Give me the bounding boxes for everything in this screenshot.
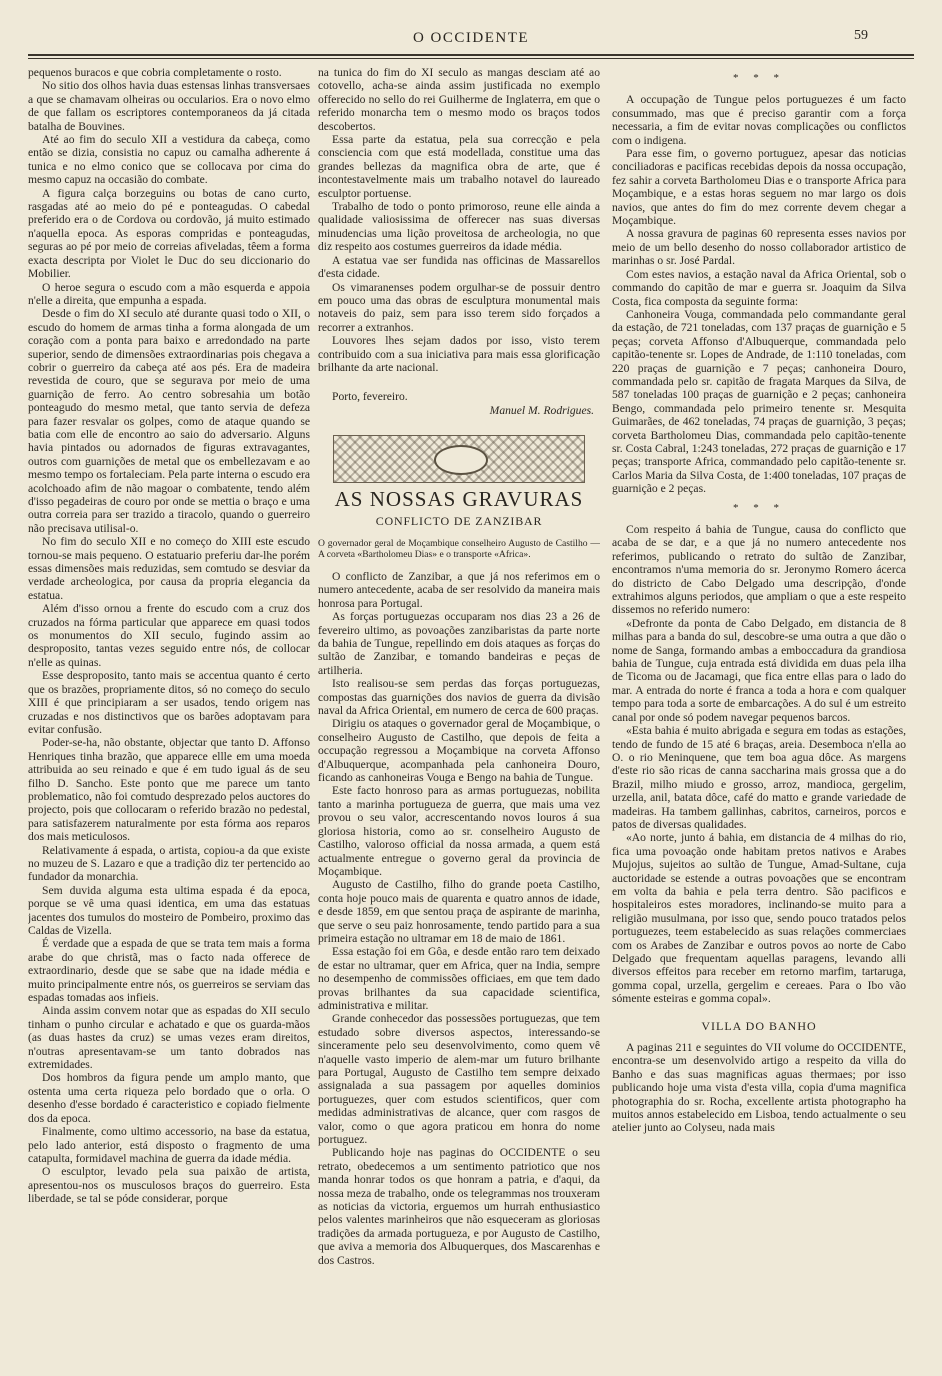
paragraph: Grande conhecedor das possessões portuguezas, que tem estudado sobre diversos aspectos, interessando-se sinceramente pelo seu desenvolvimento, como quem vê n'aquelle vasto imperio de alem-mar um futuro brilhante para Portugal, Augusto de Castilho tem sempre deixado assignalada a sua passagem por aquelles dominios portuguezes, quer com estudos scientificos, quer com medidas administrativas de alcance, quer com rasgos de valor, como o que agora praticou em honra do nome portuguez.	[318, 1012, 600, 1147]
paragraph: O esculptor, levado pela sua paixão de artista, apresentou-nos os musculosos braços do guerreiro. Esta liberdade, se tal se póde considerar, porque	[28, 1165, 310, 1206]
paragraph: Com respeito á bahia de Tungue, causa do conflicto que acaba de se dar, e a que já no numero antecedente nos referimos, publicando o retrato do sultão de Zanzibar, encontramos n'uma memoria do sr. Jeronymo Romero ácerca do districto de Cabo Delgado uma descripção, d'onde extrahimos alguns periodos, que ampliam o que a este respeito dissemos no referido numero:	[612, 523, 906, 617]
paragraph: A paginas 211 e seguintes do VII volume do OCCIDENTE, encontra-se um desenvolvido artigo a respeito da villa do Banho e das suas magnificas aguas thermaes; por isso publicando hoje uma vista d'esta villa, copia d'uma magnifica photographia do sr. Rocha, excellente artista photographo ha muitos annos estabelecido em Lisboa, tendo actualmente o seu atelier junto ao Colyseu, nada mais	[612, 1041, 906, 1135]
paragraph: Essa estação foi em Gôa, e desde então raro tem deixado de estar no ultramar, quer em Africa, quer na India, sempre no desempenho de commissões officiaes, em que tem dado provas brilhantes da sua capacidade scientifica, administrativa e militar.	[318, 945, 600, 1012]
paragraph: Dirigiu os ataques o governador geral de Moçambique, o conselheiro Augusto de Castilho, que depois de feita a occupação regressou a Moçambique na corveta Affonso d'Albuquerque, acompanhada pela canhoneira Douro, ficando as canhoneiras Vouga e Bengo na bahia de Tungue.	[318, 717, 600, 785]
column-1	[28, 66, 310, 1356]
decorative-ornament	[333, 435, 585, 483]
paragraph: Louvores lhes sejam dados por isso, visto terem contribuido com a sua iniciativa para mais essa glorificação brilhante da arte nacional.	[318, 334, 600, 374]
paragraph: Poder-se-ha, não obstante, objectar que tanto D. Affonso Henriques tinha brazão, que apparece ellle em uma moeda attribuida ao seu reinado e que é em tudo igual ás de seu filho D. Sancho. Este ponto que me parece um tanto problematico, não foi comtudo desprezado pelos auctores do projecto, pois que collocaram o referido brazão no pedestal, para satisfazerem naturalmente por esta fórma aos reparos dos mais meticulosos.	[28, 736, 310, 844]
running-title: O OCCIDENTE	[412, 30, 530, 46]
paragraph: Para esse fim, o governo portuguez, apesar das noticias conciliadoras e pacificas recebidas depois da nossa occupação, fez sahir a corveta Bartholomeu Dias e o transporte Africa para Moçambique, e a estas horas seguem no mar largo os dois navios, que antes do fim do mez corrente devem chegar a Moçambique.	[612, 147, 906, 228]
paragraph: Essa parte da estatua, pela sua correcção e pela consciencia com que está modellada, constitue uma das grandes bellezas da magnifica obra de arte, que é incontestavelmente mais um trabalho notavel do laureado esculptor portuense.	[318, 133, 600, 200]
paragraph: «Esta bahia é muito abrigada e segura em todas as estações, tendo de fundo de 15 até 6 braças, areia. Desemboca n'ella ao O. o rio Meninquene, que tem boa agua dôce. As margens d'este rio são ricas de canna saccharina mais grossa que a do Brazil, milho miudo e grosso, arroz, mandioca, gergelim, urzella, anil, batata dôce, café do matto e grande variedade de madeiras. Ha tambem gallinhas, cabritos, carneiros, porcos e patos de diversas qualidades.	[612, 724, 906, 831]
paragraph: Dos hombros da figura pende um amplo manto, que ostenta uma certa riqueza pelo bordado que o orla. O desenho d'esse bordado é caracteristico e copiado fielmente dos da epoca.	[28, 1071, 310, 1125]
engraving-caption: O governador geral de Moçambique conselheiro Augusto de Castilho — A corveta «Bartholomeu Dias» e o transporte «Africa».	[318, 537, 600, 560]
paragraph: «Ao norte, junto á bahia, em distancia de 4 milhas do rio, fica uma povoação onde habitam pretos nativos e Arabes Mujojus, sujeitos ao sultão de Tungue, Amad-Sultane, cuja auctoridade se estende a outras povoações que se encontram em volta da bahia e pela terra dentro. São pacificos e hospitaleiros estes moradores, inclinando-se muito para a religião musulmana, por isso que, sendo pouco tratados pelos portuguezes, teem estabelecido as suas relações commerciaes com os Arabes de Zanzibar e outros povos ao norte de Cabo Delgado que frequentam aquellas paragens, levando alli diversos effeitos para receber em retorno marfim, tartaruga, gomma copal, urzella, gergelim e cereaes. Para o Ibo vão sómente esteiras e gomma copal».	[612, 831, 906, 1006]
column-3	[612, 66, 906, 1356]
paragraph: As forças portuguezas occuparam nos dias 23 a 26 de fevereiro ultimo, as povoações zanzibaristas da parte norte da bahia de Tungue, repellindo em dois ataques as forças do sultão de Zanzibar, e tomando bandeiras e peças de artilheria.	[318, 610, 600, 677]
paragraph: Esse desproposito, tanto mais se accentua quanto é certo que os brazões, propriamente ditos, só no começo do seculo XIII é que principiaram a ser usados, tendo origem nas cruzadas e nos distinctivos que os barões adoptavam para evitar confusão.	[28, 669, 310, 736]
page-number: 59	[854, 28, 868, 43]
paragraph: Canhoneira Vouga, commandada pelo commandante geral da estação, de 721 toneladas, com 137 praças de guarnição e 5 peças; corveta Affonso d'Albuquerque, commandada pelo capitão-tenente sr. Lopes de Andrade, de 1:110 toneladas, com 220 praças de guarnição e 7 peças; canhoneira Douro, commandada pelo sr. capitão de fragata Marques da Silva, de 587 toneladas 100 praças de guarnição e 2 peças; canhoneira Bengo, commandada pelo primeiro tenente sr. Mesquita Guimarães, de 462 toneladas, 74 praças de guarnição, 3 peças; corveta Bartholomeu Dias, commandada pelo capitão-tenente sr. Costa Cabral, 1:243 toneladas, 272 praças de guarnição e 17 peças; transporte Africa, commandado pelo capitão-tenente sr. Carlos Maria da Silva Costa, de 1:400 toneladas, 107 praças de guarnição e 2 peças.	[612, 307, 906, 496]
paragraph: Ainda assim convem notar que as espadas do XII seculo tinham o punho circular e achatado e que os guarda-mãos (as duas hastes da cruz) se umas vezes eram direitos, n'outras apresentavam-se um tanto dobrados nas extremidades.	[28, 1004, 310, 1072]
author-signature: Manuel M. Rodrigues.	[489, 403, 594, 417]
paragraph: pequenos buracos e que cobria completamente o rosto.	[28, 66, 282, 79]
paragraph: Este facto honroso para as armas portuguezas, nobilita tanto a marinha portugueza de guerra, que mais uma vez provou o seu valor, accrescentando novos louros á sua gloriosa historia, como ao sr. conselheiro Augusto de Castilho, valoroso official da nossa armada, a quem está actualmente entregue o governo geral da provincia de Moçambique.	[318, 784, 600, 878]
paragraph: Augusto de Castilho, filho do grande poeta Castilho, conta hoje pouco mais de quarenta e quatro annos de idade, e desde 1859, em que sentou praça de aspirante de marinha, que serve o seu paiz honrosamente, tendo partido para a sua primeira estação no ultramar em 18 de maio de 1861.	[318, 878, 600, 945]
paragraph: «Defronte da ponta de Cabo Delgado, em distancia de 8 milhas para a banda do sul, descobre-se uma outra a que dão o nome de Sanga, formando ambas a emboccadura da grandiosa bahia de Tungue, cuja entrada está dividida em duas pela ilha de Ticoma ou de Jacamagi, que fica entre ellas para o lado do mar. A entrada do norte é franca a toda a hora e com qualquer tempo para toda a sorte de embarcações. A do sul é um estreito canal por onde só podem navegar pequenos barcos.	[612, 616, 906, 724]
villa-title: VILLA DO BANHO	[701, 1018, 817, 1033]
paragraph: Sem duvida alguma esta ultima espada é da epoca, porque se vê uma quasi identica, em uma das estatuas jacentes dos tumulos do mosteiro de Pombeiro, proximo das Caldas de Vizella.	[28, 883, 310, 937]
article-subtitle: CONFLICTO DE ZANZIBAR	[375, 513, 543, 528]
paragraph: Além d'isso ornou a frente do escudo com a cruz dos cruzados na fórma particular que apparece em quasi todos os monumentos do XII seculo, fugindo assim ao desproposito, tantas vezes seguido entre nós, de collocar n'elle as quinas.	[28, 602, 310, 669]
header-rule	[28, 54, 914, 56]
paragraph: O heroe segura o escudo com a mão esquerda e appoia n'elle a direita, que empunha a espada.	[28, 280, 310, 307]
paragraph: Publicando hoje nas paginas do OCCIDENTE o seu retrato, obedecemos a um sentimento patriotico que nos manda honrar todos os que honram a patria, e d'aqui, da nossa meza de trabalho, onde os telegrammas nos trouxeram as noticias da victoria, erguemos um hurrah enthusiastico pelos valentes marinheiros que não esqueceram as gloriosas tradições da armada portugueza, e por Augusto de Castilho, que aviva a memoria dos Albuquerques, dos Mascarenhas e dos Castros.	[318, 1146, 600, 1267]
paragraph: A figura calça borzeguins ou botas de cano curto, rasgadas até ao meio do pé e ponteagudas. O cabedal preferido era o de Cordova ou cordovão, já muito estimado n'aquella epoca. As esporas compridas e ponteagudas, seguras ao pé por meio de correias afiveladas, têem a forma exacta descripta por Violet le Duc do seu diccionario do Mobilier.	[28, 186, 310, 281]
paragraph: É verdade que a espada de que se trata tem mais a forma arabe do que christã, mas o facto nada offerece de extraordinario, desde que se sabe que na idade média e muito principalmente entre nós, os guerreiros se serviam das espadas tomadas aos infieis.	[28, 937, 310, 1005]
paragraph: A estatua vae ser fundida nas officinas de Massarellos d'esta cidade.	[318, 253, 600, 281]
paragraph: Finalmente, como ultimo accessorio, na base da estatua, pelo lado anterior, está disposto o fragmento de uma catapulta, formidavel machina de guerra da idade média.	[28, 1125, 310, 1165]
paragraph: A occupação de Tungue pelos portuguezes é um facto consummado, mas que é preciso garantir com a força necessaria, a fim de evitar novas complicações ou conflictos com o indigena.	[612, 93, 906, 147]
paragraph: Trabalho de todo o ponto primoroso, reune elle ainda a qualidade valiosissima de offerecer nas suas diversas minudencias uma lição proveitosa de archeologia, no que diz respeito aos costumes guerreiros da idade média.	[318, 200, 600, 254]
paragraph: Até ao fim do seculo XII a vestidura da cabeça, como então se dizia, consistia no capuz ou camalha adherente á tunica e no elmo conico que se collocava por cima do mesmo capuz na occasião do combate.	[28, 133, 310, 187]
paragraph: Relativamente á espada, o artista, copiou-a da que existe no muzeu de S. Lazaro e que a tradição diz ter pertencido ao fundador da monarchia.	[28, 843, 310, 884]
paragraph: No sitio dos olhos havia duas estensas linhas transversaes a que se chamavam olheiras ou occularios. Era o novo elmo de que fallam os escriptores contemporaneos da já citada batalha de Bouvines.	[28, 79, 310, 133]
paragraph: Desde o fim do XI seculo até durante quasi todo o XII, o escudo do homem de armas tinha a forma alongada de um coração com a ponta para baixo e arredondado na parte superior, sendo de dimensões extraordinarias pois chegava a cobrir o guerreiro da cabeça até aos pés. Era de madeira revestida de couro, que se segurava por meio de uma guarnição de ferro. Ao centro sobresahia um botão ponteagudo do mesmo metal, que tanto servia de defeza para fazer resvalar os golpes, como de ataque quando se batia com elle de encontro ao saio do adversario. Alguns havia pintados ou adornados de figuras extravagantes, outros com guarnições de metal que os embellezavam e ao mesmo tempo os fortaleciam. Pela parte interna o escudo era acolchoado afim de não magoar o combatente, tendo além d'isso pegadeiras de couro por onde se mettia o braço e uma outra correia para ser trazido a tiracolo, quando o guerreiro não precisava utilisal-o.	[28, 307, 310, 535]
paragraph: No fim do seculo XII e no começo do XIII este escudo tornou-se mais pequeno. O estatuario preferiu dar-lhe porém essas dimensões mais reduzidas, sem comtudo se desviar da verdade archeologica, por causa da propria elegancia da estatua.	[28, 535, 310, 602]
paragraph: Isto realisou-se sem perdas das forças portuguezas, compostas das guarnições dos navios de guerra da divisão naval da Africa Oriental, em numero de cerca de 600 praças.	[318, 677, 600, 718]
paragraph: na tunica do fim do XI seculo as mangas desciam até ao cotovello, acha-se ainda assim justificada no exemplo offerecido no sello do rei Guilherme de Inglaterra, em que o referido monarcha tem o mesmo modo os braços todos descobertos.	[318, 66, 600, 133]
section-asterisks: * * *	[733, 72, 785, 84]
paragraph: Os vimaranenses podem orgulhar-se de possuir dentro em pouco uma das obras de esculptura monumental mais notaveis do paiz, sem para isso terem sido forçados a recorrer a extranhos.	[318, 280, 600, 334]
section-title: AS NOSSAS GRAVURAS	[334, 487, 584, 512]
place-date: Porto, fevereiro.	[332, 390, 408, 404]
section-asterisks: * * *	[733, 501, 785, 514]
paragraph: O conflicto de Zanzibar, a que já nos referimos em o numero antecedente, acaba de ser resolvido da maneira mais honrosa para Portugal.	[318, 569, 600, 610]
column-2	[318, 66, 600, 1356]
paragraph: A nossa gravura de paginas 60 representa esses navios por meio de um bello desenho do nosso collaborador artistico de marinhas o sr. José Pardal.	[612, 227, 906, 268]
running-head	[0, 28, 942, 50]
header-rule-thin	[28, 58, 914, 59]
paragraph: Com estes navios, a estação naval da Africa Oriental, sob o commando do capitão de mar e guerra sr. Joaquim da Silva Costa, fica composta da seguinte forma:	[612, 267, 906, 308]
